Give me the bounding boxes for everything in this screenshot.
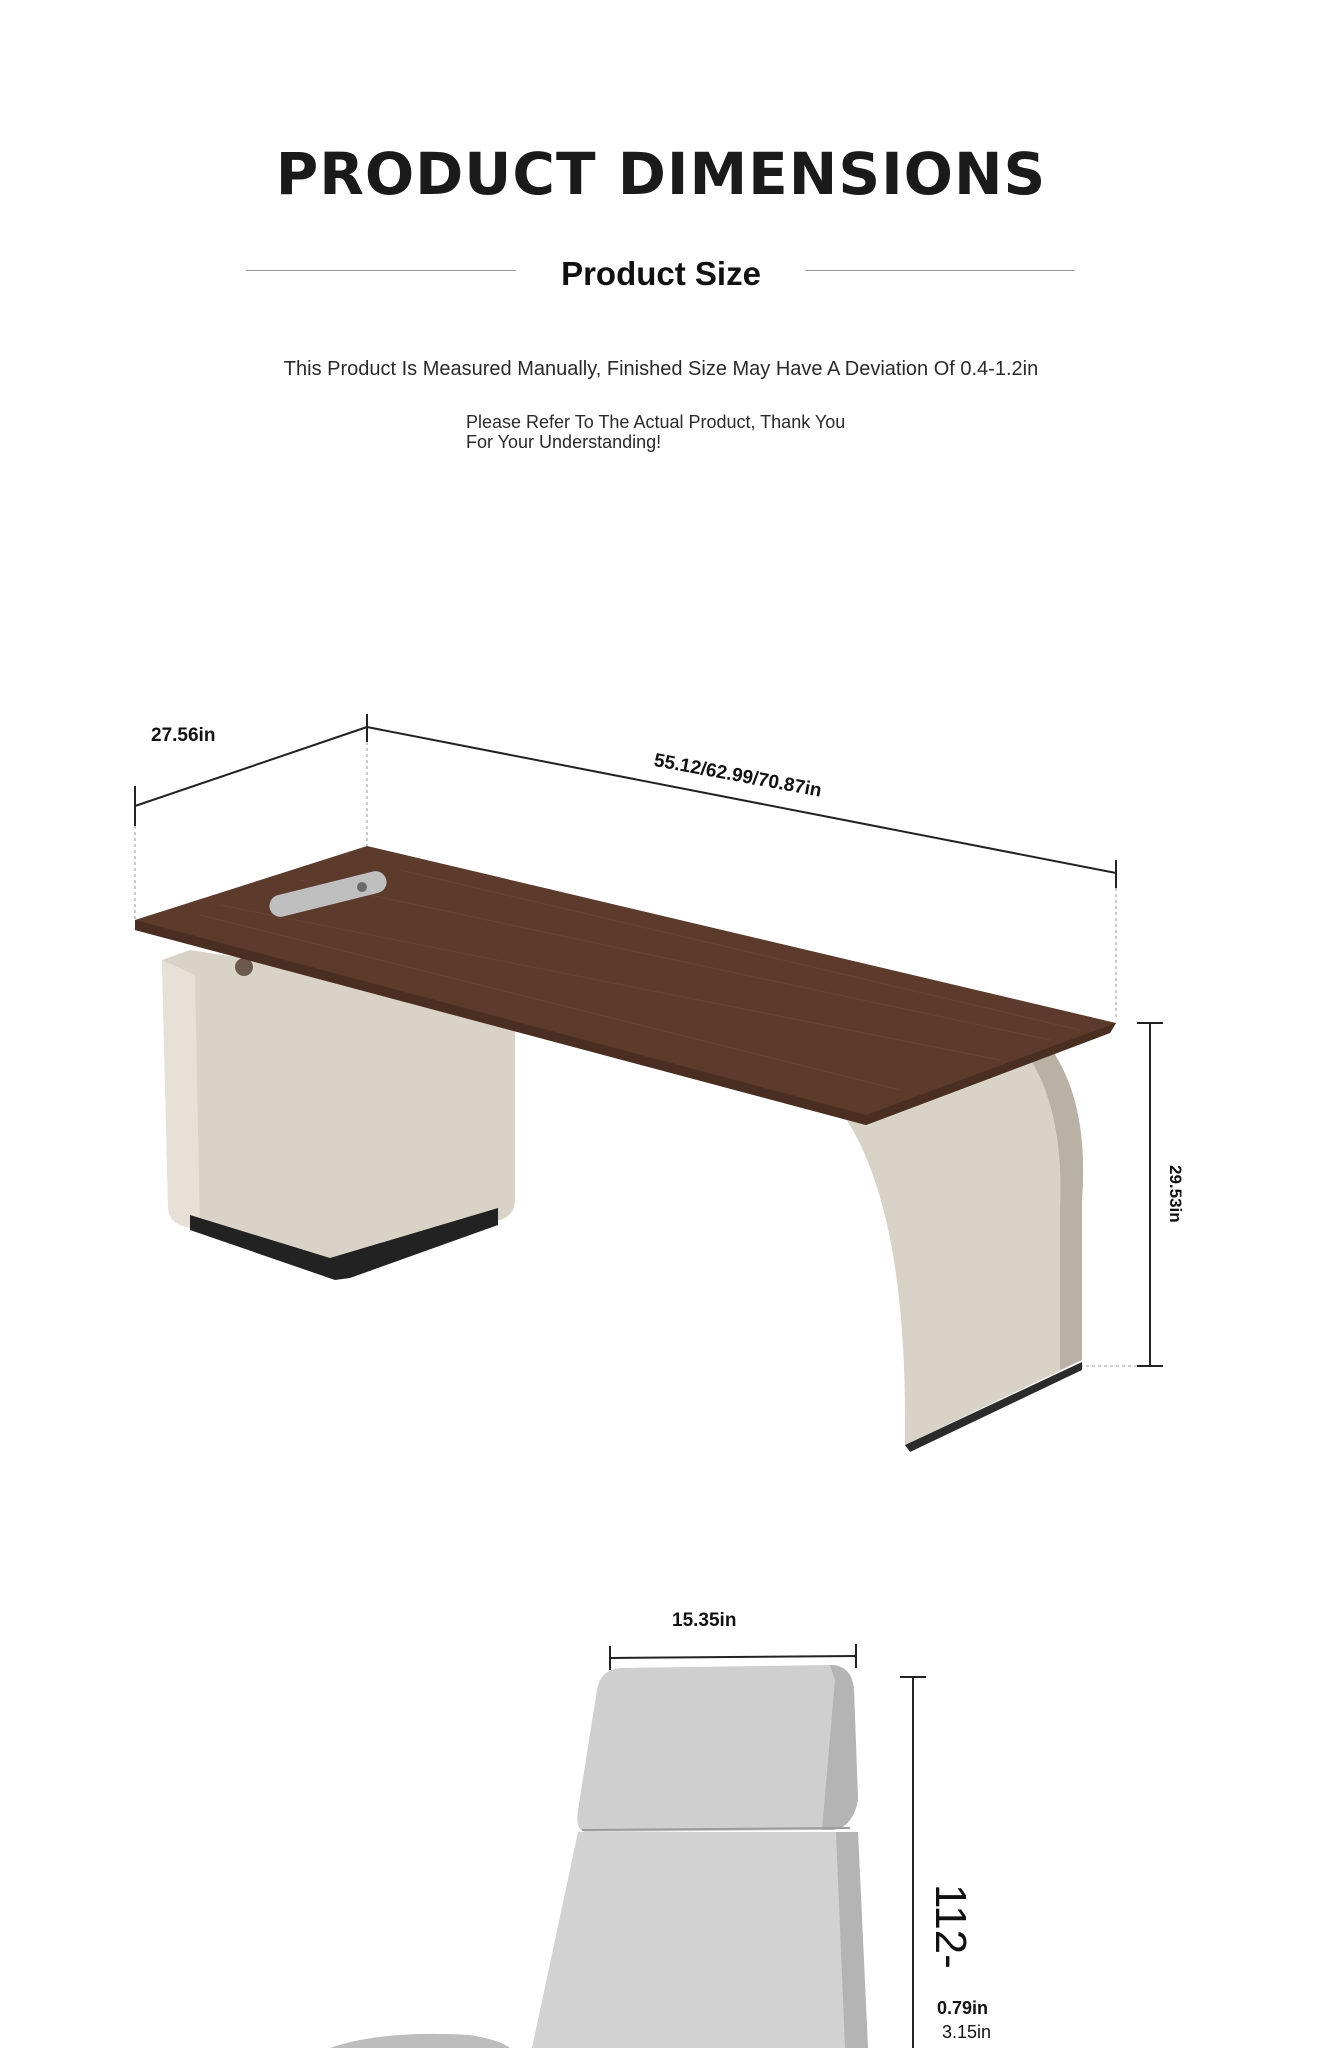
chair-height-label: 112- <box>926 1884 975 1969</box>
understanding-note: Please Refer To The Actual Product, Thank You For Your Understanding! <box>466 412 846 452</box>
chair-small-label-1: 0.79in <box>937 1998 989 2018</box>
section-subtitle: Product Size <box>561 255 761 292</box>
measurement-note: This Product Is Measured Manually, Finished Size May Have A Deviation Of 0.4-1.2in <box>283 358 1039 380</box>
desk-length-label: 55.12/62.99/70.87in <box>652 750 824 802</box>
chair-width-label: 15.35in <box>672 1610 737 1631</box>
desk-height-label: 29.53in <box>1166 1165 1185 1223</box>
chair-armrest <box>330 2034 510 2048</box>
chair-small-label-2: 3.15in <box>942 2022 992 2042</box>
chair-headrest <box>577 1665 858 1832</box>
desk-depth-label: 27.56in <box>151 725 216 746</box>
page-title: PRODUCT DIMENSIONS <box>275 140 1047 208</box>
chair-illustration <box>330 1665 868 2048</box>
chair-backrest <box>532 1832 868 2048</box>
